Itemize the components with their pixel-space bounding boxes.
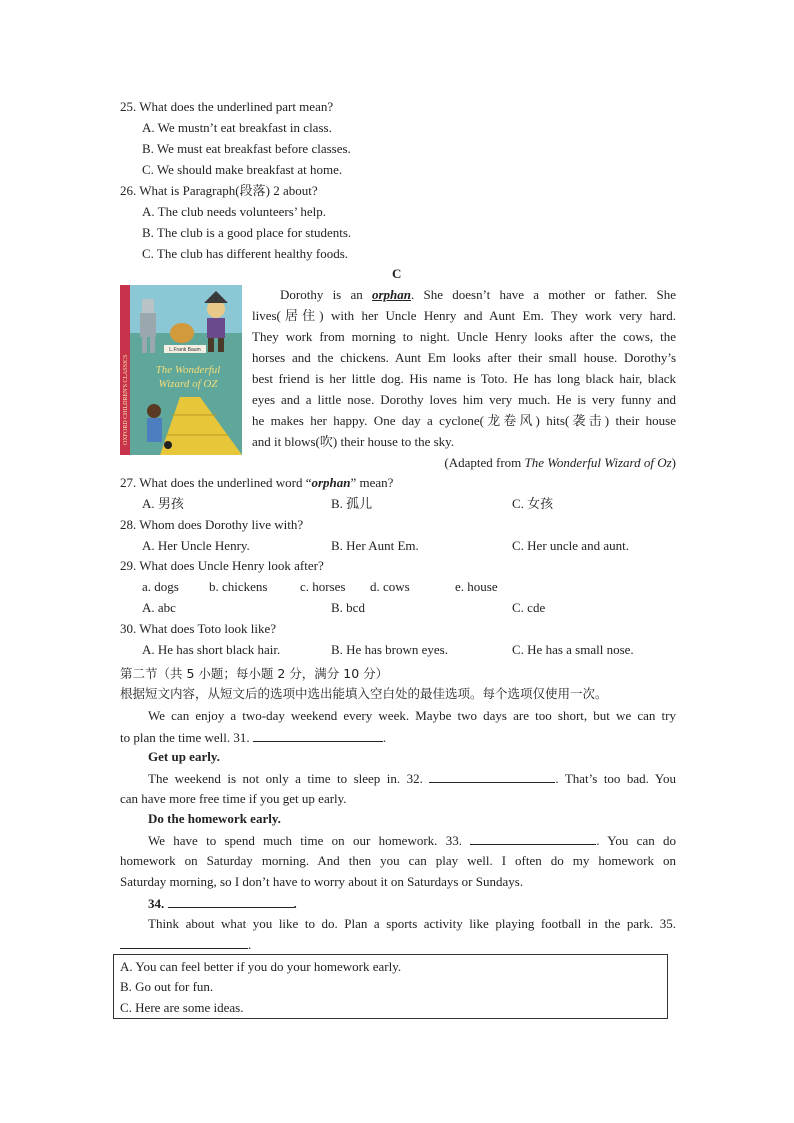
underlined-word-orphan: orphan — [371, 287, 412, 302]
source-text: (Adapted from — [444, 455, 525, 470]
q28-option-a: A. Her Uncle Henry. — [142, 538, 250, 553]
s2-text: to plan the time well. 31. — [120, 730, 250, 745]
scarecrow-body — [207, 318, 225, 338]
dorothy-head — [147, 404, 161, 418]
passage-line-4: horses and the chickens. Aunt Em looks after their small house. Dorothy’s — [252, 350, 676, 365]
q27-text: ” mean? — [350, 475, 394, 490]
q29-item: b. chickens — [209, 579, 268, 594]
q29-item: c. horses — [300, 579, 346, 594]
cover-title-line1: The Wonderful — [155, 364, 221, 376]
q30-option-c: C. He has a small nose. — [512, 642, 634, 657]
s2-para2-line2: can have more free time if you get up early. — [120, 791, 347, 806]
q27-option-b: B. 孤儿 — [331, 496, 373, 511]
q30-option-b: B. He has brown eyes. — [331, 642, 448, 657]
section-c-heading: C — [392, 266, 402, 281]
passage-line-3: They work from morning to night. Uncle Henry looks after the cows, the — [252, 329, 676, 344]
q28-question: 28. Whom does Dorothy live with? — [120, 517, 304, 532]
s2-text: . That’s too bad. You — [555, 771, 677, 786]
scarecrow-leg — [218, 338, 224, 352]
passage-line-8: and it blows(吹) their house to the sky. — [252, 434, 455, 449]
q27-option-a: A. 男孩 — [142, 496, 184, 511]
q27-word: orphan — [311, 475, 351, 490]
q28-option-c: C. Her uncle and aunt. — [512, 538, 629, 553]
cover-spine-text: OXFORD CHILDREN'S CLASSICS — [123, 354, 129, 445]
s2-para3-line1 — [148, 832, 676, 849]
s2-text: We have to spend much time on our homework. 33. — [148, 833, 462, 848]
q28-option-b: B. Her Aunt Em. — [331, 538, 419, 553]
dorothy-dress — [147, 418, 162, 442]
q29-option-b: B. bcd — [331, 600, 365, 615]
option-a: A. You can feel better if you do your homework early. — [120, 959, 402, 974]
passage-line-5: best friend is her little dog. His name is Toto. He has long black hair, black — [252, 371, 676, 386]
s2-text: The weekend is not only a time to sleep in. 32. — [148, 771, 423, 786]
s2-para4-line2: . — [120, 936, 251, 953]
toto — [164, 441, 172, 449]
book-cover-illustration — [120, 285, 242, 455]
q26-question: 26. What is Paragraph(段落) 2 about? — [120, 183, 318, 198]
blank-32[interactable] — [429, 770, 555, 783]
s2-heading-homework: Do the homework early. — [148, 811, 281, 826]
s2-para3-line3: Saturday morning, so I don’t have to worry about it on Saturdays or Sundays. — [120, 874, 524, 889]
q29-item: e. house — [455, 579, 498, 594]
s2-heading-34: 34. . — [148, 896, 297, 911]
s2-para3-line2: homework on Saturday morning. And then you can play well. I often do my homework on — [120, 853, 676, 868]
q26-option-b: B. The club is a good place for students. — [142, 225, 352, 240]
tin-man-head — [142, 299, 154, 313]
source-title: The Wonderful Wizard of Oz — [524, 455, 672, 470]
tin-man-leg — [142, 337, 147, 353]
blank-35[interactable] — [120, 936, 248, 949]
blank-31[interactable] — [253, 729, 383, 742]
passage-line-2: lives(居住) with her Uncle Henry and Aunt Em. They work very hard. — [252, 308, 676, 323]
passage-line-7: he makes her happy. One day a cyclone(龙卷风) hits(袭击) their house — [252, 413, 676, 428]
q25-question: 25. What does the underlined part mean? — [120, 99, 334, 114]
q27-question — [120, 475, 393, 491]
q25-option-b: B. We must eat breakfast before classes. — [142, 141, 351, 156]
blank-33[interactable] — [470, 832, 596, 845]
q29-option-c: C. cde — [512, 600, 546, 615]
q29-option-a: A. abc — [142, 600, 176, 615]
q27-text: 27. What does the underlined word “ — [120, 475, 312, 490]
q29-item: a. dogs — [142, 579, 179, 594]
options-box — [113, 954, 668, 1019]
q27-option-c: C. 女孩 — [512, 496, 554, 511]
passage-line-1 — [252, 287, 676, 303]
q29-item: d. cows — [370, 579, 410, 594]
passage-text: Dorothy is an — [280, 287, 372, 302]
s2-num-34: 34. — [148, 896, 165, 911]
s2-text: . You can do — [596, 833, 676, 848]
passage-line-6: eyes and a little nose. Dorothy loves him very much. He is very funny and — [252, 392, 676, 407]
s2-para1-line2: to plan the time well. 31. . — [120, 730, 387, 745]
section2-header: 第二节（共 5 小题；每小题 2 分，满分 10 分） — [120, 666, 389, 681]
q30-question: 30. What does Toto look like? — [120, 621, 277, 636]
q25-option-c: C. We should make breakfast at home. — [142, 162, 343, 177]
source-text: ) — [671, 455, 676, 470]
passage-text: . She doesn’t have a mother or father. She — [411, 287, 676, 302]
q30-option-a: A. He has short black hair. — [142, 642, 281, 657]
s2-heading-get-up-early: Get up early. — [148, 749, 220, 764]
tin-man-leg — [150, 337, 155, 353]
s2-para4-line1: Think about what you like to do. Plan a sports activity like playing football in the park. 35. — [148, 916, 676, 931]
passage-source — [444, 455, 676, 471]
option-c: C. Here are some ideas. — [120, 1000, 244, 1015]
q25-option-a: A. We mustn’t eat breakfast in class. — [142, 120, 332, 135]
tin-man-body — [140, 313, 156, 337]
q26-option-a: A. The club needs volunteers’ help. — [142, 204, 326, 219]
s2-para1-line1: We can enjoy a two-day weekend every week. Maybe two days are too short, but we can try — [148, 708, 676, 723]
q26-option-c: C. The club has different healthy foods. — [142, 246, 349, 261]
s2-para2-line1 — [148, 770, 676, 787]
lion — [170, 323, 194, 343]
blank-34[interactable] — [168, 895, 294, 908]
book-cover-image — [120, 285, 242, 455]
option-b: B. Go out for fun. — [120, 979, 214, 994]
scarecrow-leg — [208, 338, 214, 352]
cover-author: L.Frank Baum — [169, 347, 201, 353]
cover-title-line2: Wizard of OZ — [158, 378, 218, 390]
q29-question: 29. What does Uncle Henry look after? — [120, 558, 324, 573]
section2-instructions: 根据短文内容，从短文后的选项中选出能填入空白处的最佳选项。每个选项仅使用一次。 — [120, 686, 608, 701]
